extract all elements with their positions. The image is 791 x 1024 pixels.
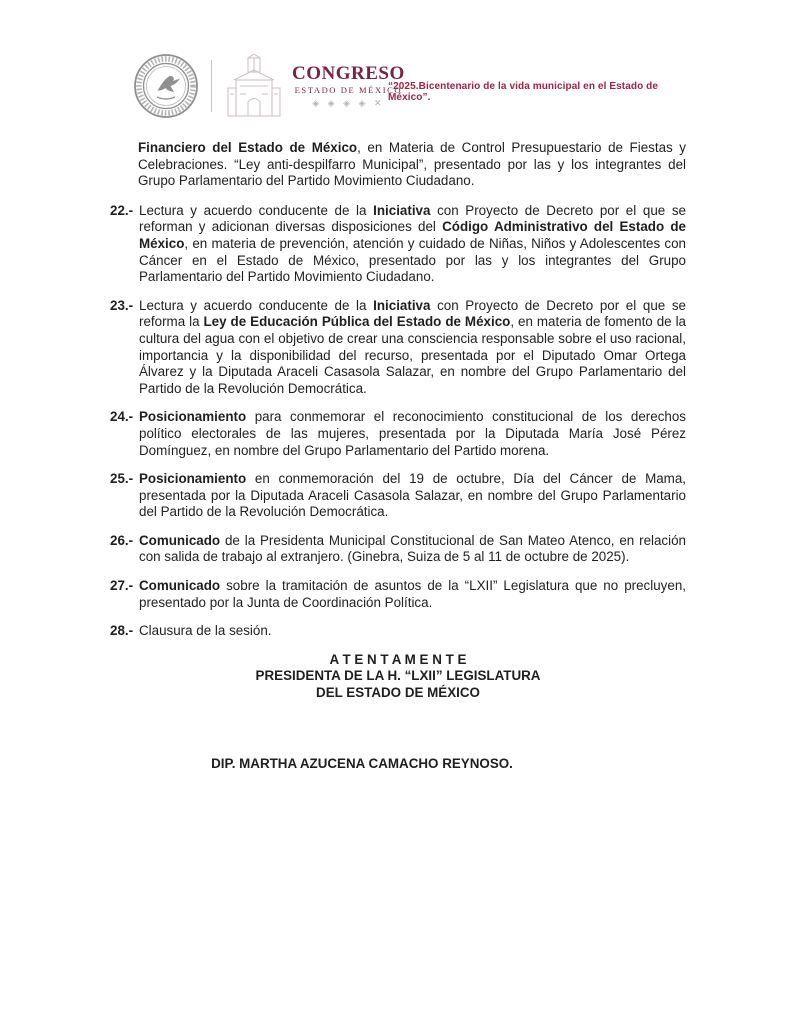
- closing-block: [110, 652, 686, 702]
- agenda-item-22: [110, 203, 686, 286]
- item-text: Comunicado de la Presidenta Municipal Constitucional de San Mateo Atenco, en relación con salida de trabajo al extranjero. (Ginebra, Suiza de 5 al 11 de octubre de 2025).: [139, 532, 686, 565]
- item-number: 26.-: [110, 532, 134, 548]
- agenda-item-24: [110, 409, 686, 459]
- item-number: 25.-: [110, 471, 134, 487]
- agenda-content: [110, 140, 686, 772]
- item-number: 22.-: [110, 202, 134, 218]
- item-text: Lectura y acuerdo conducente de la Iniciativa con Proyecto de Decreto por el que se reforman y adicionan diversas disposiciones del Código Administrativo del Estado de México, en materia de prevención, atención y cuidado de Niñas, Niños y Adolescentes con Cáncer en el Estado de México, presentado por las y los integrantes del Grupo Parlamentario del Partido Movimiento Ciudadano.: [139, 202, 686, 285]
- item-number: 28.-: [110, 623, 134, 639]
- item-text: Posicionamiento en conmemoración del 19 de octubre, Día del Cáncer de Mama, presentada por la Diputada Araceli Casasola Salazar, en nombre del Grupo Parlamentario del Partido de la Revolución Democrática.: [139, 471, 686, 520]
- document-header: [133, 50, 405, 122]
- item-text: Posicionamiento para conmemorar el reconocimiento constitucional de los derechos político electorales de las mujeres, presentada por la Diputada María José Pérez Domínguez, en nombre del Grupo Parlamentario del Partido morena.: [139, 409, 686, 458]
- agenda-item-25: [110, 471, 686, 521]
- legislature-seal-icon: [133, 53, 199, 119]
- agenda-item-27: [110, 578, 686, 611]
- item-text: Lectura y acuerdo conducente de la Iniciativa con Proyecto de Decreto por el que se reforma la Ley de Educación Pública del Estado de México, en materia de fomento de la cultura del agua con el objetivo de crear una consciencia responsable sobre el uso racional, importancia y la disponibilidad del recurso, presentada por el Diputado Omar Ortega Álvarez y la Diputada Araceli Casasola Salazar, en nombre del Grupo Parlamentario del Partido de la Revolución Democrática.: [139, 297, 686, 396]
- brand-ornament-icons: ◈ ◈ ◈ ◈ ✕: [312, 97, 385, 108]
- agenda-item-23: [110, 298, 686, 398]
- signature-name: DIP. MARTHA AZUCENA CAMACHO REYNOSO.: [211, 755, 513, 771]
- item-number: 23.-: [110, 297, 134, 313]
- closing-line-presidenta: PRESIDENTA DE LA H. “LXII” LEGISLATURA: [255, 668, 541, 684]
- item-number: 27.-: [110, 578, 134, 594]
- closing-salutation: A T E N T A M E N T E: [329, 651, 467, 667]
- agenda-item-26: [110, 533, 686, 566]
- closing-line-estado: DEL ESTADO DE MÉXICO: [316, 685, 480, 701]
- header-divider: [211, 60, 212, 112]
- header-slogan: “2025.Bicentenario de la vida municipal en el Estado de México”.: [388, 81, 659, 103]
- agenda-intro-paragraph: Financiero del Estado de México, en Materia de Control Presupuestario de Fiestas y Celebraciones. “Ley anti-despilfarro Municipal”, presentado por las y los integrantes del Grupo Parlamentario del Partido Movimiento Ciudadano.: [138, 140, 687, 189]
- item-text: Comunicado sobre la tramitación de asuntos de la “LXII” Legislatura que no precluyen, presentado por la Junta de Coordinación Política.: [139, 578, 686, 610]
- item-number: 24.-: [110, 409, 134, 425]
- agenda-item-28: [110, 623, 686, 640]
- congress-building-icon: [224, 54, 284, 118]
- brand-title: CONGRESO: [292, 62, 405, 84]
- item-text: Clausura de la sesión.: [139, 623, 272, 639]
- brand-subtitle: ESTADO DE MÉXICO: [294, 84, 403, 95]
